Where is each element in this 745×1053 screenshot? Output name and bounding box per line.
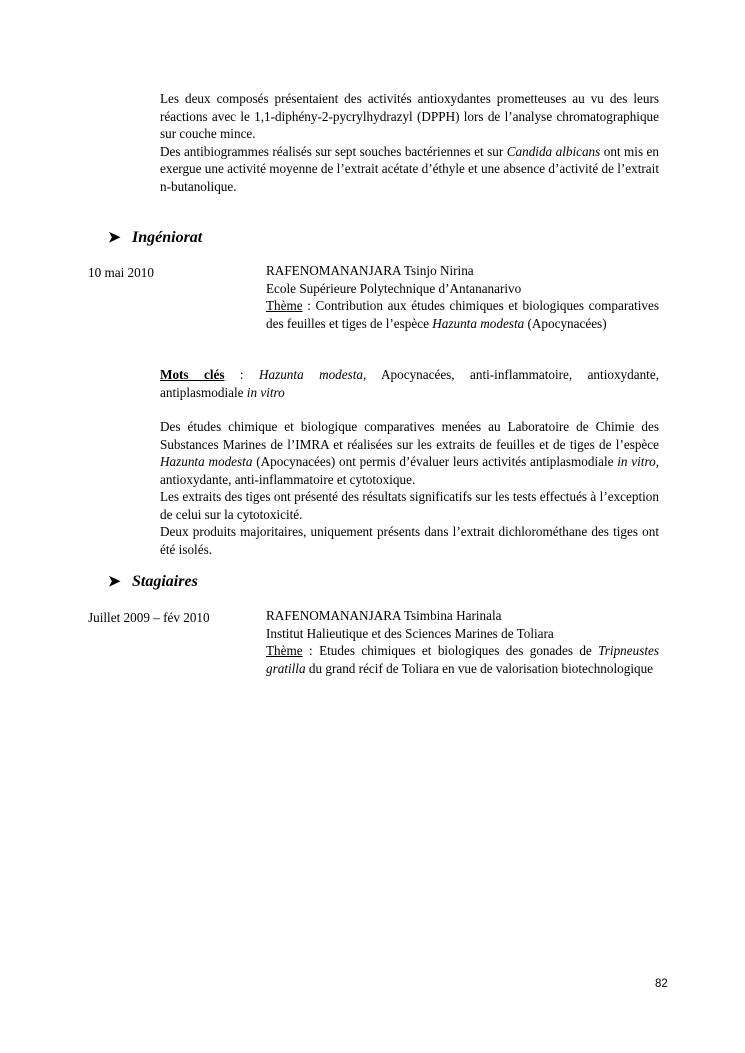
- ingeniorat-date: 10 mai 2010: [88, 265, 154, 280]
- stagiaires-name: RAFENOMANANJARA Tsimbina Harinala: [266, 608, 502, 623]
- ingeniorat-school: Ecole Supérieure Polytechnique d’Antananarivo: [266, 280, 522, 296]
- stagiaires-theme: [266, 642, 659, 677]
- section-heading-ingeniorat: [108, 228, 202, 248]
- theme-label: Thème: [266, 643, 303, 658]
- description-paragraph-3: Deux produits majoritaires, uniquement présents dans l’extrait dichlorométhane des tiges ont été isolés.: [160, 524, 659, 557]
- ingeniorat-entry: [266, 262, 659, 332]
- ingeniorat-description: [160, 418, 659, 558]
- theme-text: : Contribution aux études chimiques et biologiques comparatives des feuilles et tiges de l’espèce: [266, 298, 659, 331]
- keywords-separator: :: [224, 367, 259, 382]
- theme-text-end: (Apocynacées): [524, 315, 607, 331]
- arrow-bullet-icon: ➤: [108, 230, 121, 246]
- theme-text: : Etudes chimiques et biologiques des gonades de: [302, 643, 599, 658]
- intro-block: [160, 90, 659, 195]
- section-heading-stagiaires: [108, 572, 198, 592]
- intro-p2-text-end: ont mis en exergue une activité moyenne de l’extrait acétate d’éthyle et une absence d’activité de l’extrait n-butanolique.: [160, 143, 659, 194]
- keywords-in-vitro: in vitro: [246, 384, 285, 400]
- intro-p2-text: Des antibiogrammes réalisés sur sept souches bactériennes et sur: [160, 143, 507, 159]
- keywords-species: Hazunta modesta: [258, 367, 364, 382]
- description-paragraph-1: [160, 418, 659, 488]
- desc-in-vitro: in vitro: [617, 454, 656, 469]
- arrow-bullet-icon: ➤: [108, 574, 121, 590]
- desc-text-mid: (Apocynacées) ont permis d’évaluer leurs activités antiplasmodiale: [252, 454, 618, 469]
- page-number: 82: [655, 978, 668, 990]
- keywords-label: Mots clés: [160, 367, 225, 382]
- keywords-line: [160, 366, 659, 401]
- section-title-ingeniorat: Ingéniorat: [132, 229, 203, 246]
- theme-species: Tripneustes gratilla: [266, 643, 659, 676]
- keywords-text: , Apocynacées, anti-inflammatoire, antioxydante, antiplasmodiale: [160, 367, 659, 400]
- section-title-stagiaires: Stagiaires: [132, 573, 198, 590]
- stagiaires-school: Institut Halieutique et des Sciences Marines de Toliara: [266, 625, 554, 641]
- intro-paragraph-1: Les deux composés présentaient des activités antioxydantes prometteuses au vu des leurs réactions avec le 1,1-diphény-2-pycrylhydrazyl (DPPH) lors de l’analyse chromatographique sur couche mince.: [160, 91, 659, 141]
- ingeniorat-name: RAFENOMANANJARA Tsinjo Nirina: [266, 263, 474, 278]
- theme-label: Thème: [266, 298, 303, 313]
- intro-p2-species: Candida albicans: [506, 143, 601, 159]
- ingeniorat-theme: [266, 297, 659, 332]
- desc-text: Des études chimique et biologique comparatives menées au Laboratoire de Chimie des Substances Marines de l’IMRA et réalisées sur les extraits de feuilles et de tiges de l’espèce: [160, 419, 659, 452]
- desc-text-end: , antioxydante, anti-inflammatoire et cytotoxique.: [160, 454, 659, 487]
- desc-species: Hazunta modesta: [160, 454, 253, 469]
- keywords-block: [160, 366, 659, 401]
- theme-species: Hazunta modesta: [432, 315, 525, 331]
- theme-text-end: du grand récif de Toliara en vue de valorisation biotechnologique: [305, 660, 654, 676]
- stagiaires-entry: [266, 607, 659, 677]
- description-paragraph-2: Les extraits des tiges ont présenté des résultats significatifs sur les tests effectués à l’exception de celui sur la cytotoxicité.: [160, 489, 659, 522]
- intro-paragraph-2: [160, 143, 659, 196]
- stagiaires-date: Juillet 2009 – fév 2010: [88, 610, 210, 625]
